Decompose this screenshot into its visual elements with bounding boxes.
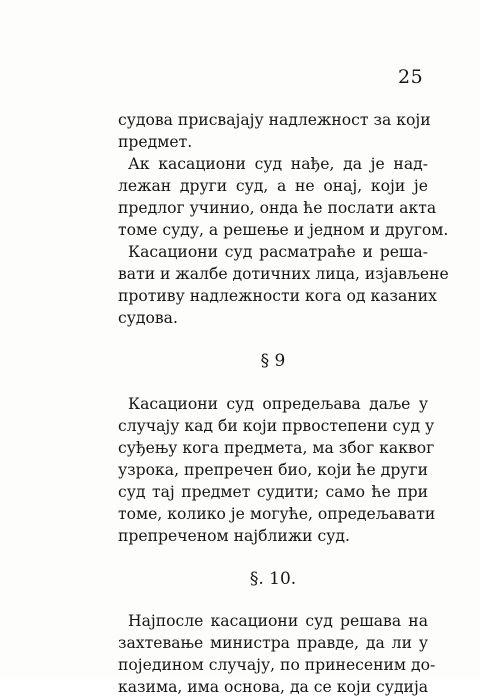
text-line: Најпосле касациони суд решава на bbox=[128, 612, 428, 630]
text-line: томе суду, а решење и једном и другом. bbox=[118, 221, 449, 239]
text-line: предмет. bbox=[118, 133, 193, 151]
section-heading: §. 10. bbox=[249, 569, 297, 589]
text-line: томе, колико је могуће, опредељавати bbox=[118, 505, 436, 523]
text-line: судова присвајају надлежност за који bbox=[118, 111, 431, 129]
text-line: Ак касациони суд нађе, да је над- bbox=[128, 155, 428, 173]
text-line: поједином случају, по принесеним до- bbox=[118, 656, 436, 674]
page-number: 25 bbox=[398, 66, 424, 88]
text-line: случају кад би који првостепени суд у bbox=[118, 417, 435, 435]
text-line: суд тај предмет судити; само ће при bbox=[118, 483, 428, 501]
text-line: захтевање министра правде, да ли у bbox=[118, 634, 428, 652]
text-line: Касациони суд расматраће и реша- bbox=[128, 243, 428, 261]
section-heading: § 9 bbox=[260, 351, 286, 371]
text-line: лежан други суд, а не онај, који је bbox=[118, 177, 428, 195]
text-line: вати и жалбе дотичних лица, изјављене bbox=[118, 265, 449, 283]
text-line: предлог учинио, онда ће послати акта bbox=[118, 199, 437, 217]
text-line: препреченом најближи суд. bbox=[118, 527, 350, 545]
text-line: противу надлежности кога од казаних bbox=[118, 287, 437, 305]
text-line: узрока, препречен био, који ће други bbox=[118, 461, 429, 479]
text-line: Касациони суд опредељава даље у bbox=[128, 395, 428, 413]
text-line: судова. bbox=[118, 309, 178, 327]
text-line: суђењу кога предмета, ма због каквог bbox=[118, 439, 435, 457]
text-line: казима, има основа, да се који судија bbox=[118, 678, 429, 696]
